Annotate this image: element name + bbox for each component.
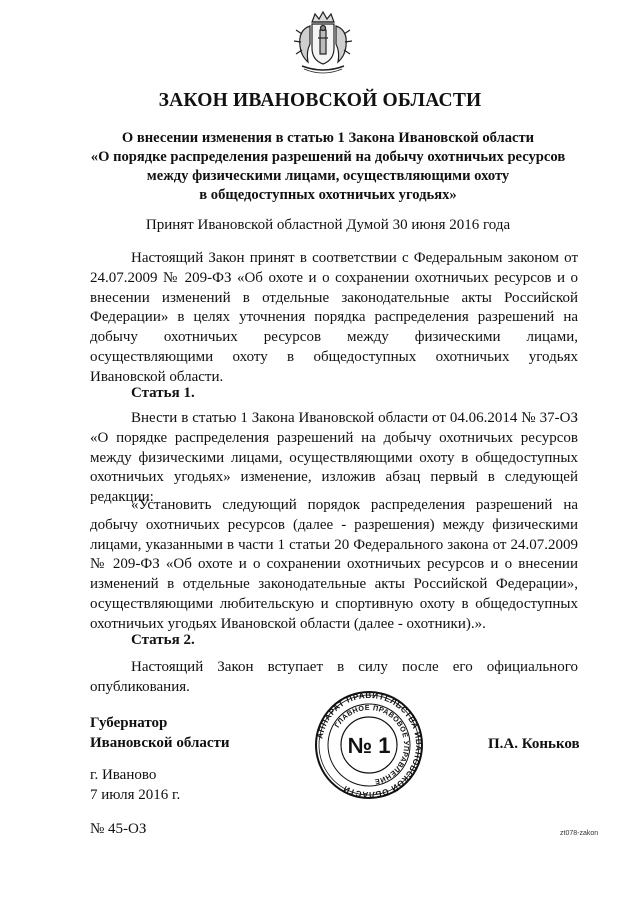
seal-outer-text: АППАРАТ ПРАВИТЕЛЬСТВА ИВАНОВСКОЙ ОБЛАСТИ [315,690,424,800]
subtitle-line: в общедоступных охотничьих угодьях» [199,187,457,203]
adoption-line: Принят Ивановской областной Думой 30 июня 2016 года [145,217,511,233]
subtitle-line: «О порядке распределения разрешений на добычу охотничьих ресурсов [90,149,566,165]
governor-title [90,713,230,753]
law-number: № 45-ОЗ [90,821,147,837]
law-subtitle [90,129,566,205]
footer-code: zt078-zakon [560,830,599,837]
intro-paragraph: Настоящий Закон принят в соответствии с Федеральным законом от 24.07.2009 № 209-ФЗ «Об охоте и о сохранении охотничьих ресурсов и о внесении изменений в отдельные законодательные акты Российской Федерации» в целях уточнения порядка распределения разрешений на добычу охотничьих ресурсов между физическими лицами, осуществляющими охоту в общедоступных охотничьих угодьях Ивановской области. [90,250,578,385]
article-2-heading: Статья 2. [131,632,195,648]
signing-date: 7 июля 2016 г. [90,787,181,803]
subtitle-line: между физическими лицами, осуществляющими охоту [146,168,510,184]
law-title: ЗАКОН ИВАНОВСКОЙ ОБЛАСТИ [158,90,482,111]
place-date [90,765,180,805]
article-1-paragraph-1: Внести в статью 1 Закона Ивановской области от 04.06.2014 № 37-ОЗ «О порядке распределения разрешений на добычу охотничьих ресурсов между физическими лицами, осуществляющими охоту в общедоступных охотничьих угодьях» изменение, изложив абзац первый в следующей редакции: [90,410,578,506]
place: г. Иваново [90,767,157,783]
article-1-heading: Статья 1. [131,385,195,401]
article-2-paragraph: Настоящий Закон вступает в силу после его официального опубликования. [90,659,578,695]
article-1-paragraph-2: «Установить следующий порядок распределения разрешений на добычу охотничьих ресурсов (далее - разрешения) между физическими лицами, указанными в части 1 статьи 20 Федерального закона от 24.07.2009 № 209-ФЗ «Об охоте и о сохранении охотничьих ресурсов и о внесении изменений в отдельные законодательные акты Российской Федерации», осуществляющими любительскую и спортивную охоту в общедоступных охотничьих угодьях Ивановской области (далее - охотники).». [90,497,578,632]
subtitle-line: О внесении изменения в статью 1 Закона Ивановской области [121,130,535,146]
seal-inner-text: ГЛАВНОЕ ПРАВОВОЕ УПРАВЛЕНИЕ [332,702,412,787]
governor-line: Губернатор [90,715,168,731]
seal-number: № 1 [347,733,391,758]
signer-name: П.А. Коньков [488,736,580,752]
governor-line: Ивановской области [90,735,230,751]
official-seal-stamp [314,690,424,800]
coat-of-arms-icon [288,8,358,78]
